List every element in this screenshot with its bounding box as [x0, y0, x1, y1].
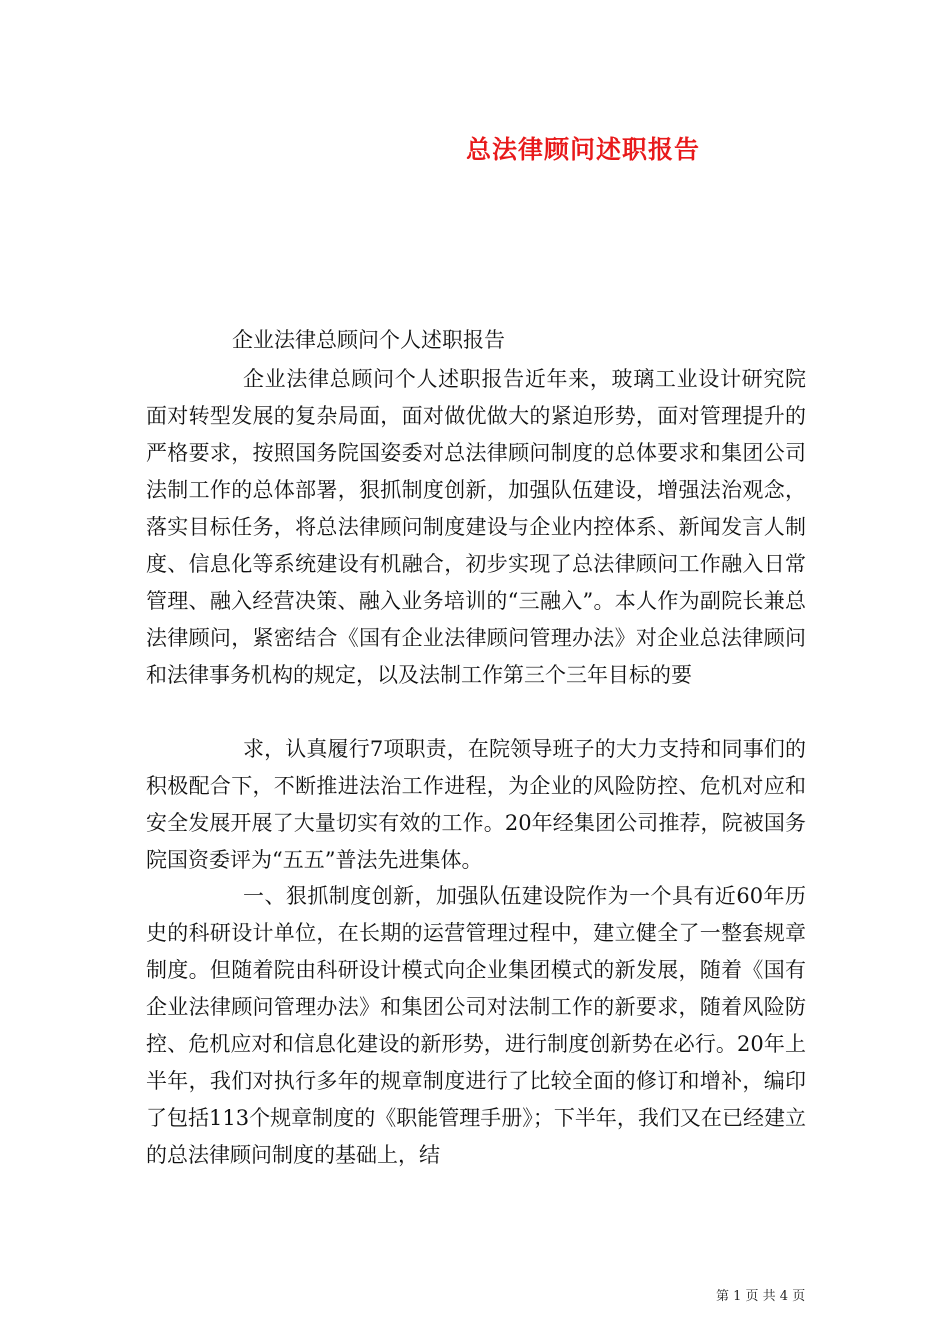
paragraph-2: 求，认真履行7项职责，在院领导班子的大力支持和同事们的积极配合下，不断推进法治工作进程，为企业的风险防控、危机对应和安全发展开展了大量切实有效的工作。20年经集团公司推荐，院被国务院国资委评为“五五”普法先进集体。	[146, 737, 806, 872]
page-number-footer: 第 1 页 共 4 页	[716, 1289, 806, 1304]
document-title: 总法律顾问述职报告	[465, 135, 700, 164]
title-area	[0, 0, 950, 200]
paragraph-3: 一、狠抓制度创新，加强队伍建设院作为一个具有近60年历史的科研设计单位，在长期的运营管理过程中，建立健全了一整套规章制度。但随着院由科研设计模式向企业集团模式的新发展，随着《国有企业法律顾问管理办法》和集团公司对法制工作的新要求，随着风险防控、危机应对和信息化建设的新形势，进行制度创新势在必行。20年上半年，我们对执行多年的规章制度进行了比较全面的修订和增补，编印了包括113个规章制度的《职能管理手册》；下半年，我们又在已经建立的总法律顾问制度的基础上，结	[146, 884, 806, 1167]
paragraph-1: 企业法律总顾问个人述职报告近年来，玻璃工业设计研究院面对转型发展的复杂局面，面对做优做大的紧迫形势，面对管理提升的严格要求，按照国务院国姿委对总法律顾问制度的总体要求和集团公司法制工作的总体部署，狠抓制度创新，加强队伍建设，增强法治观念，落实目标任务，将总法律顾问制度建设与企业内控体系、新闻发言人制度、信息化等系统建设有机融合，初步实现了总法律顾问工作融入日常管理、融入经营决策、融入业务培训的“三融入”。本人作为副院长兼总法律顾问，紧密结合《国有企业法律顾问管理办法》对企业总法律顾问和法律事务机构的规定，以及法制工作第三个三年目标的要	[146, 367, 806, 687]
document-subtitle: 企业法律总顾问个人述职报告	[232, 328, 505, 352]
